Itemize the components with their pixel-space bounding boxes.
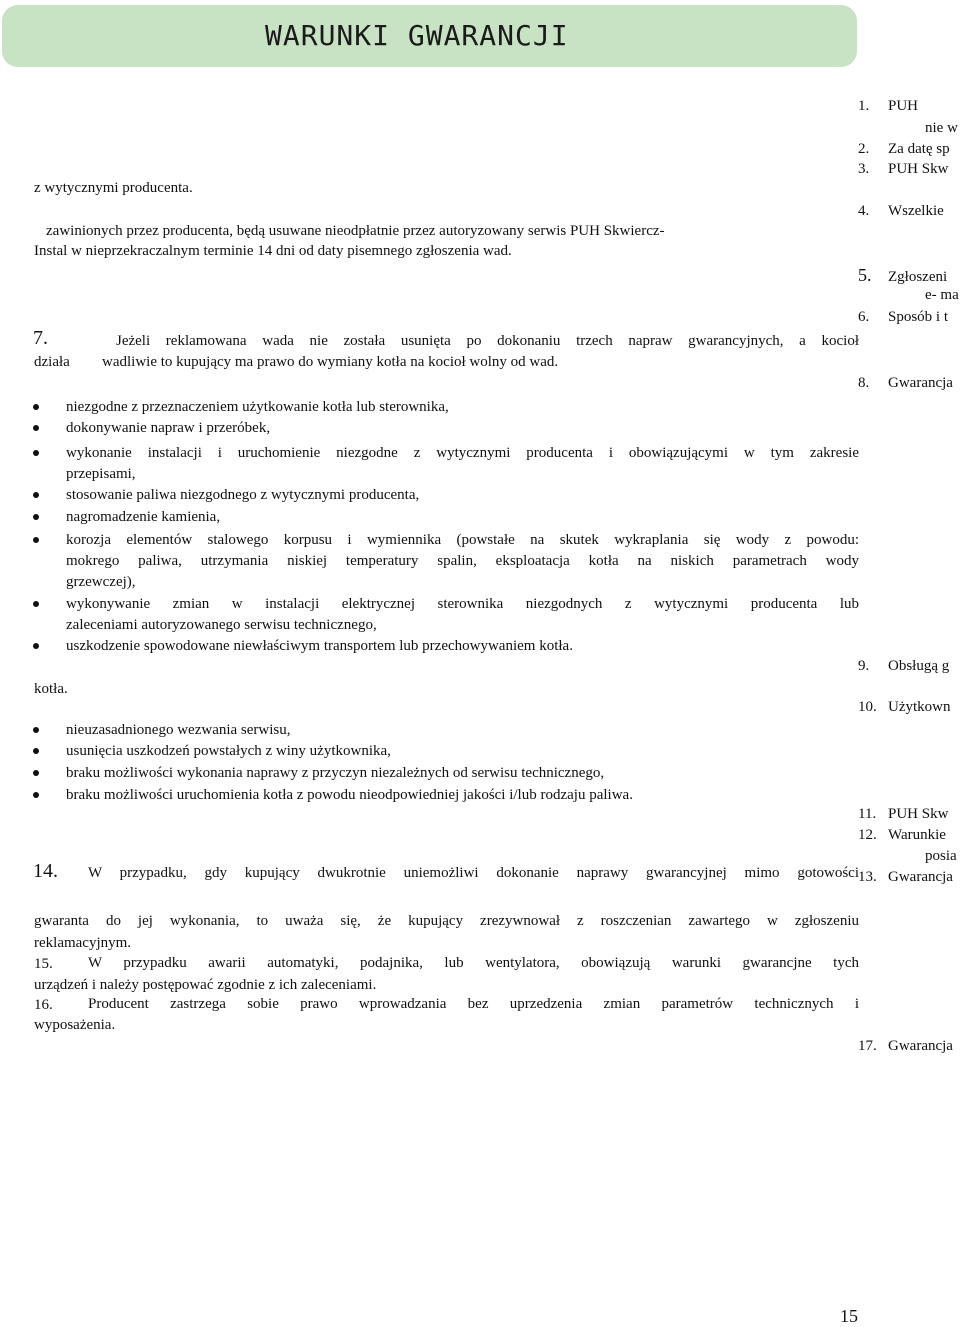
side-item-number: 8. [858, 375, 870, 391]
side-item-text: Warunkie [888, 827, 946, 843]
side-item-text: nie w [925, 120, 958, 136]
bullet-icon [33, 643, 39, 649]
list-item-text: wykonywanie zmian w instalacji elektrycznej sterownika niezgodnych z wytycznymi producenta lub [66, 596, 859, 612]
item-7-line: działa [34, 354, 70, 370]
item-number: 16. [34, 997, 53, 1013]
side-list-item [858, 201, 944, 221]
list-item-text: przepisami, [66, 466, 136, 482]
side-item-text: Zgłoszeni [888, 269, 948, 285]
list-item-text: braku możliwości uruchomienia kotła z powodu nieodpowiedniej jakości i/lub rodzaju paliwa. [66, 787, 633, 803]
list-item-text: wykonanie instalacji i uruchomienie niezgodne z wytycznymi producenta i obowiązującymi w tym zakresie [66, 445, 859, 461]
side-list-item [858, 96, 918, 116]
side-list-item [858, 1036, 953, 1056]
item-14-line: reklamacyjnym. [34, 935, 132, 951]
list-item-text: korozja elementów stalowego korpusu i wymiennika (powstałe na skutek wykraplania się wody z powodu: [66, 532, 859, 548]
item-7-line: Jeżeli reklamowana wada nie została usunięta po dokonaniu trzech napraw gwarancyjnych, a kocioł [116, 333, 859, 349]
item-14-line: W przypadku, gdy kupujący dwukrotnie uniemożliwi dokonanie naprawy gwarancyjnej mimo gotowości [88, 865, 859, 881]
side-list-item [858, 867, 953, 887]
fragment-text: Instal w nieprzekraczalnym terminie 14 dni od daty pisemnego zgłoszenia wad. [34, 243, 512, 259]
fragment-text: z wytycznymi producenta. [34, 180, 193, 196]
bullet-icon [33, 537, 39, 543]
side-list-item [858, 656, 949, 676]
side-item-number: 2. [858, 141, 870, 157]
side-item-text: PUH [888, 98, 919, 114]
side-list-item [858, 307, 948, 327]
side-item-text: Gwarancja [888, 1038, 953, 1054]
side-item-text: Wszelkie [888, 203, 944, 219]
bullet-icon [33, 492, 39, 498]
side-list-item [858, 825, 946, 845]
item-number: 15. [34, 956, 53, 972]
fragment-text: zawinionych przez producenta, będą usuwane nieodpłatnie przez autoryzowany serwis PUH Skwiercz- [46, 223, 665, 239]
item-16-line: Producent zastrzega sobie prawo wprowadzania bez uprzedzenia zmian parametrów technicznych i [88, 996, 859, 1012]
side-item-number: 12. [858, 827, 877, 843]
side-item-text: Gwarancja [888, 869, 953, 885]
side-item-number: 17. [858, 1038, 877, 1054]
item-7-line: wadliwie to kupujący ma prawo do wymiany kotła na kocioł wolny od wad. [102, 354, 559, 370]
list-item-text: niezgodne z przeznaczeniem użytkowanie kotła lub sterownika, [66, 399, 449, 415]
list-item-text: nagromadzenie kamienia, [66, 509, 221, 525]
side-item-number: 6. [858, 309, 870, 325]
list-item-text: usunięcia uszkodzeń powstałych z winy użytkownika, [66, 743, 391, 759]
side-list-item [858, 804, 948, 824]
side-list-item [925, 285, 959, 305]
side-item-text: PUH Skw [888, 806, 949, 822]
item-15-line: urządzeń i należy postępować zgodnie z ich zaleceniami. [34, 977, 377, 993]
item-15-line: W przypadku awarii automatyki, podajnika, lub wentylatora, obowiązują warunki gwarancjne tych [88, 955, 859, 971]
side-item-number: 3. [858, 161, 870, 177]
side-item-text: Użytkown [888, 699, 951, 715]
side-item-text: Gwarancja [888, 375, 953, 391]
title-banner [2, 5, 857, 67]
bullet-icon [33, 727, 39, 733]
side-item-text: Za datę sp [888, 141, 950, 157]
side-item-text: posia [925, 848, 957, 864]
side-list-item [858, 373, 953, 393]
side-item-number: 13. [858, 869, 877, 885]
side-item-text: Sposób i t [888, 309, 949, 325]
side-item-number: 10. [858, 699, 877, 715]
bullet-icon [33, 450, 39, 456]
list-item-text: zaleceniami autoryzowanego serwisu technicznego, [66, 617, 377, 633]
side-item-number: 4. [858, 203, 870, 219]
side-item-number: 11. [858, 806, 877, 822]
side-item-text: e- ma [925, 287, 959, 303]
side-item-text: PUH Skw [888, 161, 949, 177]
list-item-text: dokonywanie napraw i przeróbek, [66, 420, 271, 436]
side-item-text: Obsługą g [888, 658, 950, 674]
side-list-item [858, 159, 948, 179]
list-item-text: mokrego paliwa, utrzymania niskiej temperatury spalin, eksploatacja kotła na niskich parametrach wody [66, 553, 859, 569]
bullet-icon [33, 404, 39, 410]
side-list-item [925, 846, 957, 866]
side-list-item [858, 265, 947, 287]
bullet-icon [33, 425, 39, 431]
bullet-icon [33, 748, 39, 754]
side-item-number: 9. [858, 658, 870, 674]
bullet-icon [33, 770, 39, 776]
list-item-text: nieuzasadnionego wezwania serwisu, [66, 722, 291, 738]
side-item-number: 1. [858, 98, 870, 114]
bullet-icon [33, 792, 39, 798]
bullet-icon [33, 601, 39, 607]
side-list-item [858, 697, 951, 717]
list-item-text: stosowanie paliwa niezgodnego z wytycznymi producenta, [66, 487, 420, 503]
page-number: 15 [840, 1306, 858, 1326]
list-item-text: grzewczej), [66, 574, 136, 590]
bullet-icon [33, 514, 39, 520]
item-number: 7. [33, 327, 48, 349]
item-number: 14. [33, 860, 58, 882]
side-list-item [858, 139, 950, 159]
side-item-number: 5. [858, 265, 872, 285]
side-list-item [925, 118, 958, 138]
item-14-line: gwaranta do jej wykonania, to uważa się, że kupujący zrezywnował z roszczenian zawartego w zgłoszeniu [34, 913, 859, 929]
item-16-line: wyposażenia. [34, 1017, 116, 1033]
list-item-text: uszkodzenie spowodowane niewłaściwym transportem lub przechowywaniem kotła. [66, 638, 573, 654]
fragment-text: kotła. [34, 681, 68, 697]
page-title: WARUNKI GWARANCJI [265, 19, 569, 52]
list-item-text: braku możliwości wykonania naprawy z przyczyn niezależnych od serwisu technicznego, [66, 765, 605, 781]
